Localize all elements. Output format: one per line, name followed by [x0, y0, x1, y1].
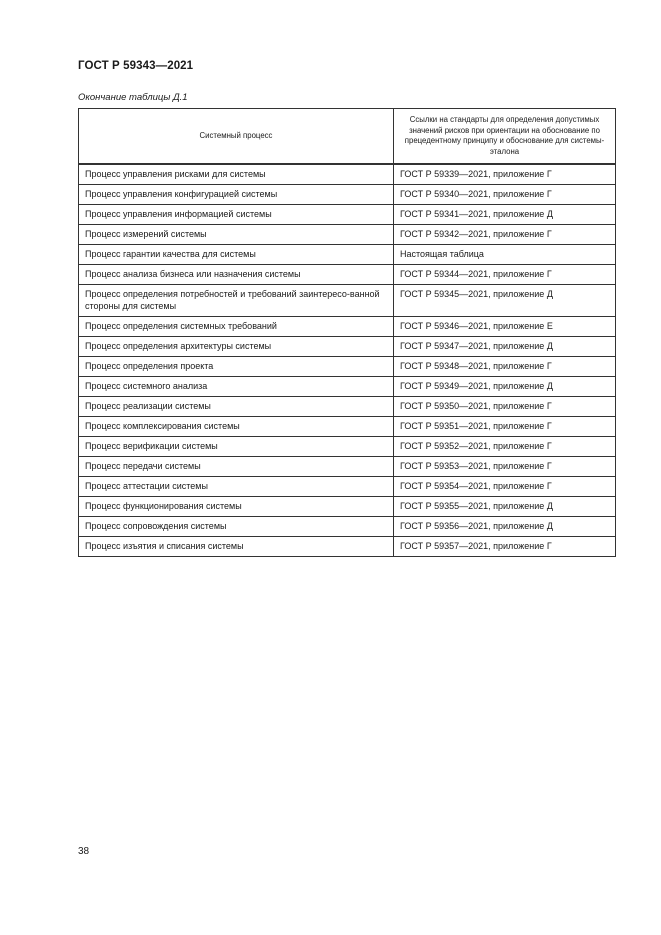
reference-cell: ГОСТ Р 59347—2021, приложение Д — [394, 337, 616, 357]
process-cell: Процесс верификации системы — [79, 437, 394, 457]
table-row — [79, 477, 616, 497]
reference-cell: ГОСТ Р 59351—2021, приложение Г — [394, 417, 616, 437]
table-row — [79, 417, 616, 437]
process-cell: Процесс анализа бизнеса или назначения системы — [79, 265, 394, 285]
reference-cell: ГОСТ Р 59350—2021, приложение Г — [394, 397, 616, 417]
reference-cell: ГОСТ Р 59353—2021, приложение Г — [394, 457, 616, 477]
table-row — [79, 337, 616, 357]
reference-cell: ГОСТ Р 59357—2021, приложение Г — [394, 537, 616, 557]
table-row — [79, 164, 616, 185]
process-cell: Процесс определения проекта — [79, 357, 394, 377]
process-cell: Процесс передачи системы — [79, 457, 394, 477]
table-caption: Окончание таблицы Д.1 — [78, 92, 188, 103]
table-row — [79, 537, 616, 557]
process-cell: Процесс измерений системы — [79, 225, 394, 245]
reference-cell: ГОСТ Р 59340—2021, приложение Г — [394, 185, 616, 205]
table-row — [79, 397, 616, 417]
process-cell: Процесс аттестации системы — [79, 477, 394, 497]
table-row — [79, 245, 616, 265]
table-row — [79, 517, 616, 537]
process-cell: Процесс управления рисками для системы — [79, 164, 394, 185]
process-cell: Процесс определения архитектуры системы — [79, 337, 394, 357]
table-row — [79, 357, 616, 377]
reference-cell: ГОСТ Р 59342—2021, приложение Г — [394, 225, 616, 245]
process-cell: Процесс реализации системы — [79, 397, 394, 417]
process-cell: Процесс гарантии качества для системы — [79, 245, 394, 265]
reference-cell: ГОСТ Р 59344—2021, приложение Г — [394, 265, 616, 285]
table-row — [79, 377, 616, 397]
table-row — [79, 285, 616, 317]
standards-table — [78, 108, 616, 557]
reference-cell: ГОСТ Р 59345—2021, приложение Д — [394, 285, 616, 317]
reference-cell: Настоящая таблица — [394, 245, 616, 265]
reference-cell: ГОСТ Р 59356—2021, приложение Д — [394, 517, 616, 537]
reference-cell: ГОСТ Р 59349—2021, приложение Д — [394, 377, 616, 397]
reference-cell: ГОСТ Р 59346—2021, приложение Е — [394, 317, 616, 337]
table-row — [79, 497, 616, 517]
table-header-row — [79, 109, 616, 165]
reference-cell: ГОСТ Р 59352—2021, приложение Г — [394, 437, 616, 457]
table-row — [79, 317, 616, 337]
table-row — [79, 265, 616, 285]
page-number: 38 — [78, 846, 90, 857]
process-cell: Процесс системного анализа — [79, 377, 394, 397]
reference-cell: ГОСТ Р 59355—2021, приложение Д — [394, 497, 616, 517]
table-body — [79, 164, 616, 557]
column-header-process: Системный процесс — [79, 109, 394, 165]
table-row — [79, 437, 616, 457]
process-cell: Процесс управления конфигурацией системы — [79, 185, 394, 205]
column-header-references: Ссылки на стандарты для определения допустимых значений рисков при ориентации на обоснование по прецедентному принципу и обоснование для системы-эталона — [394, 109, 616, 165]
process-cell: Процесс определения потребностей и требований заинтересо-ванной стороны для системы — [79, 285, 394, 317]
reference-cell: ГОСТ Р 59339—2021, приложение Г — [394, 164, 616, 185]
table-row — [79, 205, 616, 225]
process-cell: Процесс управления информацией системы — [79, 205, 394, 225]
process-cell: Процесс определения системных требований — [79, 317, 394, 337]
process-cell: Процесс изъятия и списания системы — [79, 537, 394, 557]
document-header: ГОСТ Р 59343—2021 — [78, 60, 194, 72]
reference-cell: ГОСТ Р 59348—2021, приложение Г — [394, 357, 616, 377]
table-row — [79, 225, 616, 245]
table-row — [79, 185, 616, 205]
process-cell: Процесс комплексирования системы — [79, 417, 394, 437]
reference-cell: ГОСТ Р 59354—2021, приложение Г — [394, 477, 616, 497]
table-row — [79, 457, 616, 477]
reference-cell: ГОСТ Р 59341—2021, приложение Д — [394, 205, 616, 225]
process-cell: Процесс сопровождения системы — [79, 517, 394, 537]
process-cell: Процесс функционирования системы — [79, 497, 394, 517]
